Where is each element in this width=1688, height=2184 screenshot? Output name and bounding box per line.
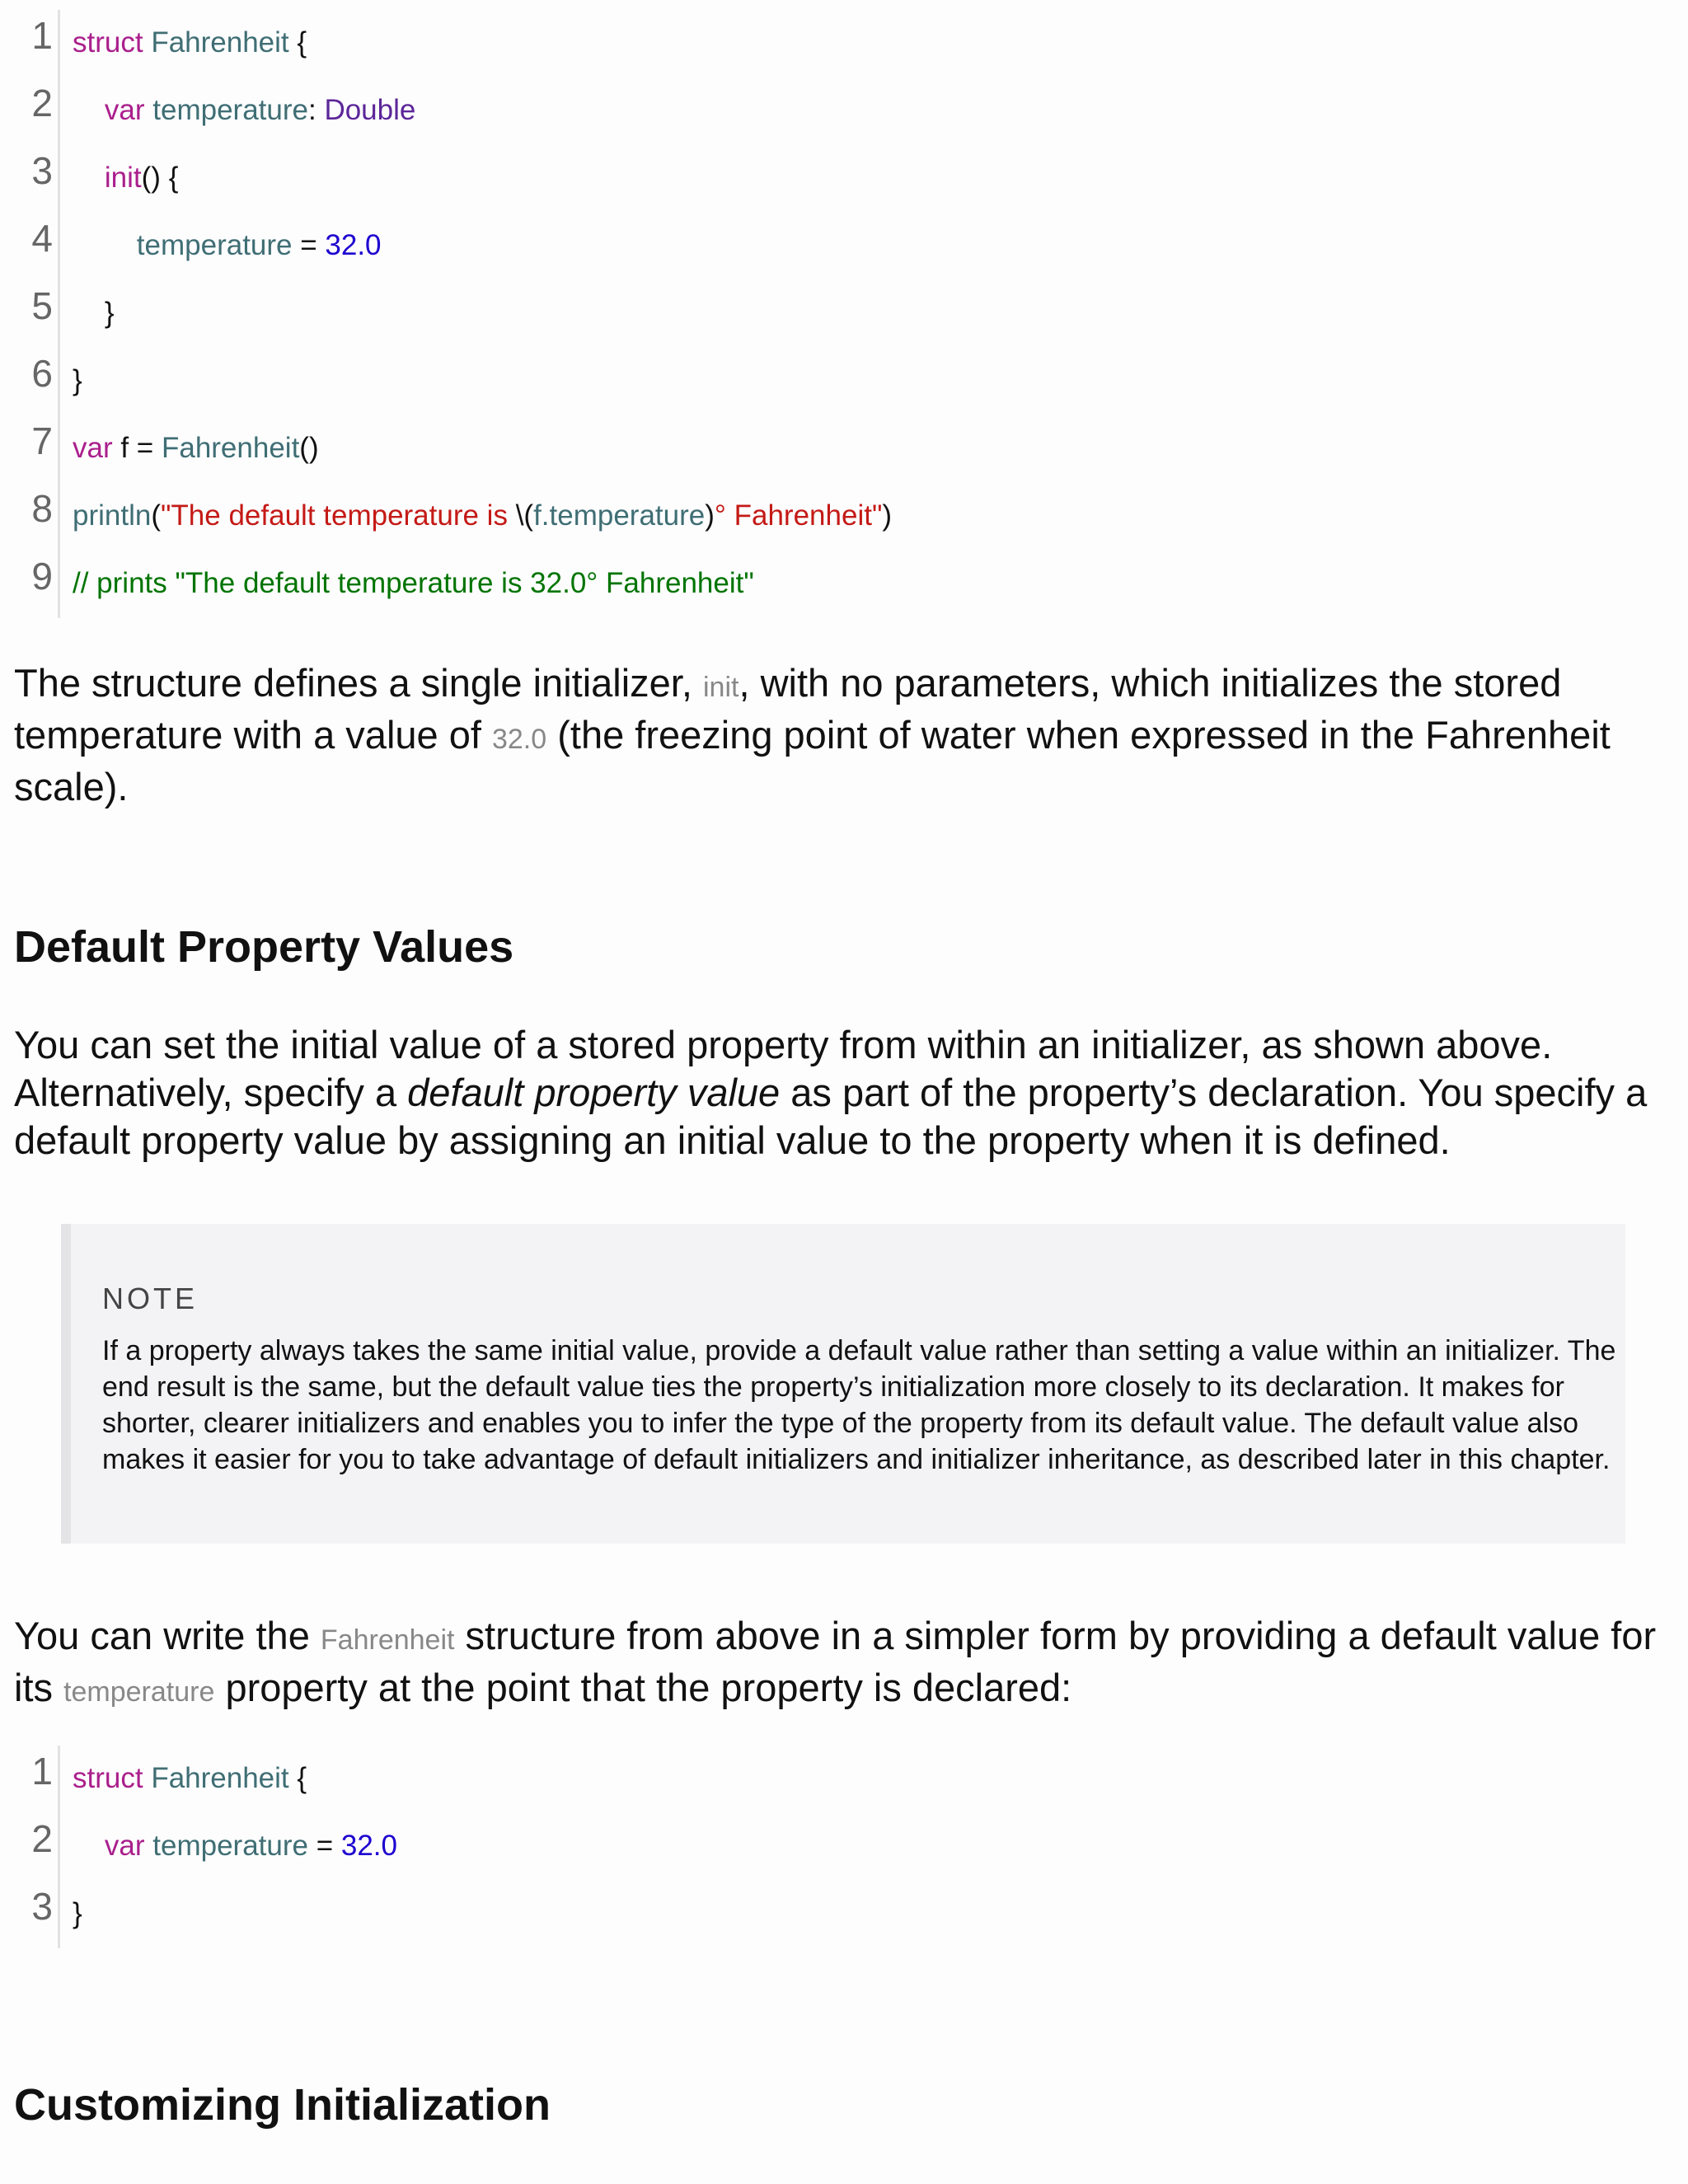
line-number: 6: [31, 352, 53, 395]
inline-code-init: init: [702, 672, 739, 703]
inline-code-temperature: temperature: [63, 1676, 215, 1708]
code-token: Double: [324, 94, 416, 126]
paragraph-text: The structure defines a single initializer,: [14, 661, 703, 705]
code-text: [73, 1762, 307, 1795]
code-token: 32.0: [325, 229, 382, 261]
line-number: 3: [31, 1885, 53, 1928]
gutter-divider: [58, 10, 60, 77]
code-token: temperature: [152, 1830, 308, 1862]
code-text: [73, 229, 382, 262]
code-token: f =: [112, 432, 162, 464]
gutter-divider: [58, 415, 60, 483]
code-token: f.temperature: [533, 499, 706, 532]
code-token: // prints "The default temperature is 32.0° Fahrenheit": [73, 567, 754, 599]
code-token: (): [299, 432, 319, 464]
code-token: ): [882, 499, 893, 532]
note-title: NOTE: [102, 1282, 199, 1315]
code-text: [73, 162, 178, 194]
code-line: [0, 77, 1688, 145]
note-body: If a property always takes the same initial value, provide a default value rather than setting a value within an initializer. The end result is the same, but the default value ties the property’s initialization more closely to its declaration. It makes for shorter, clearer initializers and enables you to infer the type of the property from its default value. The default value also makes it easier for you to take advantage of default initializers and initializer inheritance, as described later in this chapter.: [102, 1335, 1616, 1475]
code-token: ): [705, 499, 715, 532]
gutter-divider: [58, 77, 60, 145]
code-line: [0, 1881, 1688, 1948]
paragraph-default-values: [14, 1021, 1671, 1165]
code-token: () {: [141, 162, 179, 194]
paragraph-text: property at the point that the property is declared:: [214, 1666, 1072, 1709]
code-text: [73, 499, 892, 532]
gutter-divider: [58, 348, 60, 415]
code-token: =: [292, 229, 326, 261]
code-token: var: [73, 432, 113, 464]
code-token: (: [151, 499, 161, 532]
code-token: [73, 162, 105, 194]
paragraph-text: (the freezing point of water when expressed in the Fahrenheit scale).: [14, 713, 1611, 808]
section-heading-default-property-values: Default Property Values: [14, 922, 514, 972]
line-number: 7: [31, 419, 53, 462]
code-text: [73, 364, 82, 397]
gutter-divider: [58, 1881, 60, 1948]
code-token: [143, 26, 152, 59]
code-text: [73, 94, 415, 127]
line-number: 5: [31, 284, 53, 327]
paragraph-text: , with no parameters, which initializes the stored temperature with a value of: [14, 661, 1562, 757]
line-number: 1: [31, 14, 53, 57]
note-callout: [61, 1224, 1625, 1544]
emphasis-text: default property value: [407, 1071, 781, 1114]
code-token: }: [73, 364, 82, 396]
code-token: temperature: [152, 94, 308, 126]
code-text: [73, 1897, 82, 1930]
inline-code-value: 32.0: [491, 724, 547, 755]
code-line: [0, 1813, 1688, 1881]
paragraph-text: You can set the initial value of a stored property from within an initializer, as shown above. Alternatively, specify a: [14, 1023, 1553, 1114]
code-line: [0, 551, 1688, 618]
gutter-divider: [58, 213, 60, 280]
code-line: [0, 1746, 1688, 1813]
code-token: Fahrenheit: [161, 432, 300, 464]
line-number: 2: [31, 1817, 53, 1860]
code-text: [73, 432, 319, 465]
gutter-divider: [58, 280, 60, 348]
code-token: struct: [73, 1762, 143, 1794]
code-token: [73, 94, 105, 126]
code-token: {: [288, 26, 307, 59]
code-token: struct: [73, 26, 143, 59]
inline-code-fahrenheit: Fahrenheit: [320, 1624, 455, 1656]
code-token: [145, 1830, 153, 1862]
code-text: [73, 26, 307, 59]
code-token: var: [104, 94, 145, 126]
paragraph-simpler-form: [14, 1612, 1671, 1716]
paragraph-text: You can write the: [14, 1614, 321, 1657]
paragraph-text: structure from above in a simpler form by providing a default value for its: [14, 1614, 1657, 1709]
gutter-divider: [58, 1813, 60, 1881]
code-token: }: [73, 297, 115, 329]
code-token: println: [73, 499, 152, 532]
code-token: 32.0: [340, 1830, 397, 1862]
code-token: \(: [515, 499, 534, 532]
code-line: [0, 213, 1688, 280]
code-token: [73, 229, 137, 261]
gutter-divider: [58, 483, 60, 551]
code-text: [73, 567, 754, 600]
line-number: 2: [31, 82, 53, 124]
line-number: 9: [31, 555, 53, 598]
code-token: ° Fahrenheit": [714, 499, 883, 532]
code-token: "The default temperature is: [160, 499, 516, 532]
paragraph-text: as part of the property’s declaration. You specify a default property value by assigning an initial value to the property when it is defined.: [14, 1071, 1648, 1162]
code-token: [73, 1830, 105, 1862]
gutter-divider: [58, 1746, 60, 1813]
code-line: [0, 280, 1688, 348]
code-text: [73, 297, 115, 330]
line-number: 3: [31, 149, 53, 192]
code-token: :: [307, 94, 325, 126]
code-token: Fahrenheit: [151, 1762, 289, 1794]
code-block-1: [0, 10, 1688, 618]
line-number: 4: [31, 217, 53, 260]
line-number: 1: [31, 1750, 53, 1793]
paragraph-initializer-description: [14, 659, 1671, 811]
code-token: init: [104, 162, 142, 194]
code-token: temperature: [136, 229, 293, 261]
code-token: }: [73, 1897, 82, 1929]
code-line: [0, 145, 1688, 213]
code-line: [0, 415, 1688, 483]
code-token: [145, 94, 153, 126]
section-heading-customizing-initialization: Customizing Initialization: [14, 2080, 551, 2130]
code-line: [0, 10, 1688, 77]
code-text: [73, 1830, 397, 1863]
gutter-divider: [58, 145, 60, 213]
code-token: var: [104, 1830, 145, 1862]
code-line: [0, 348, 1688, 415]
gutter-divider: [58, 551, 60, 618]
code-token: {: [288, 1762, 307, 1794]
code-block-2: [0, 1746, 1688, 1948]
code-token: =: [307, 1830, 341, 1862]
code-line: [0, 483, 1688, 551]
line-number: 8: [31, 487, 53, 530]
code-token: Fahrenheit: [151, 26, 289, 59]
code-token: [143, 1762, 152, 1794]
